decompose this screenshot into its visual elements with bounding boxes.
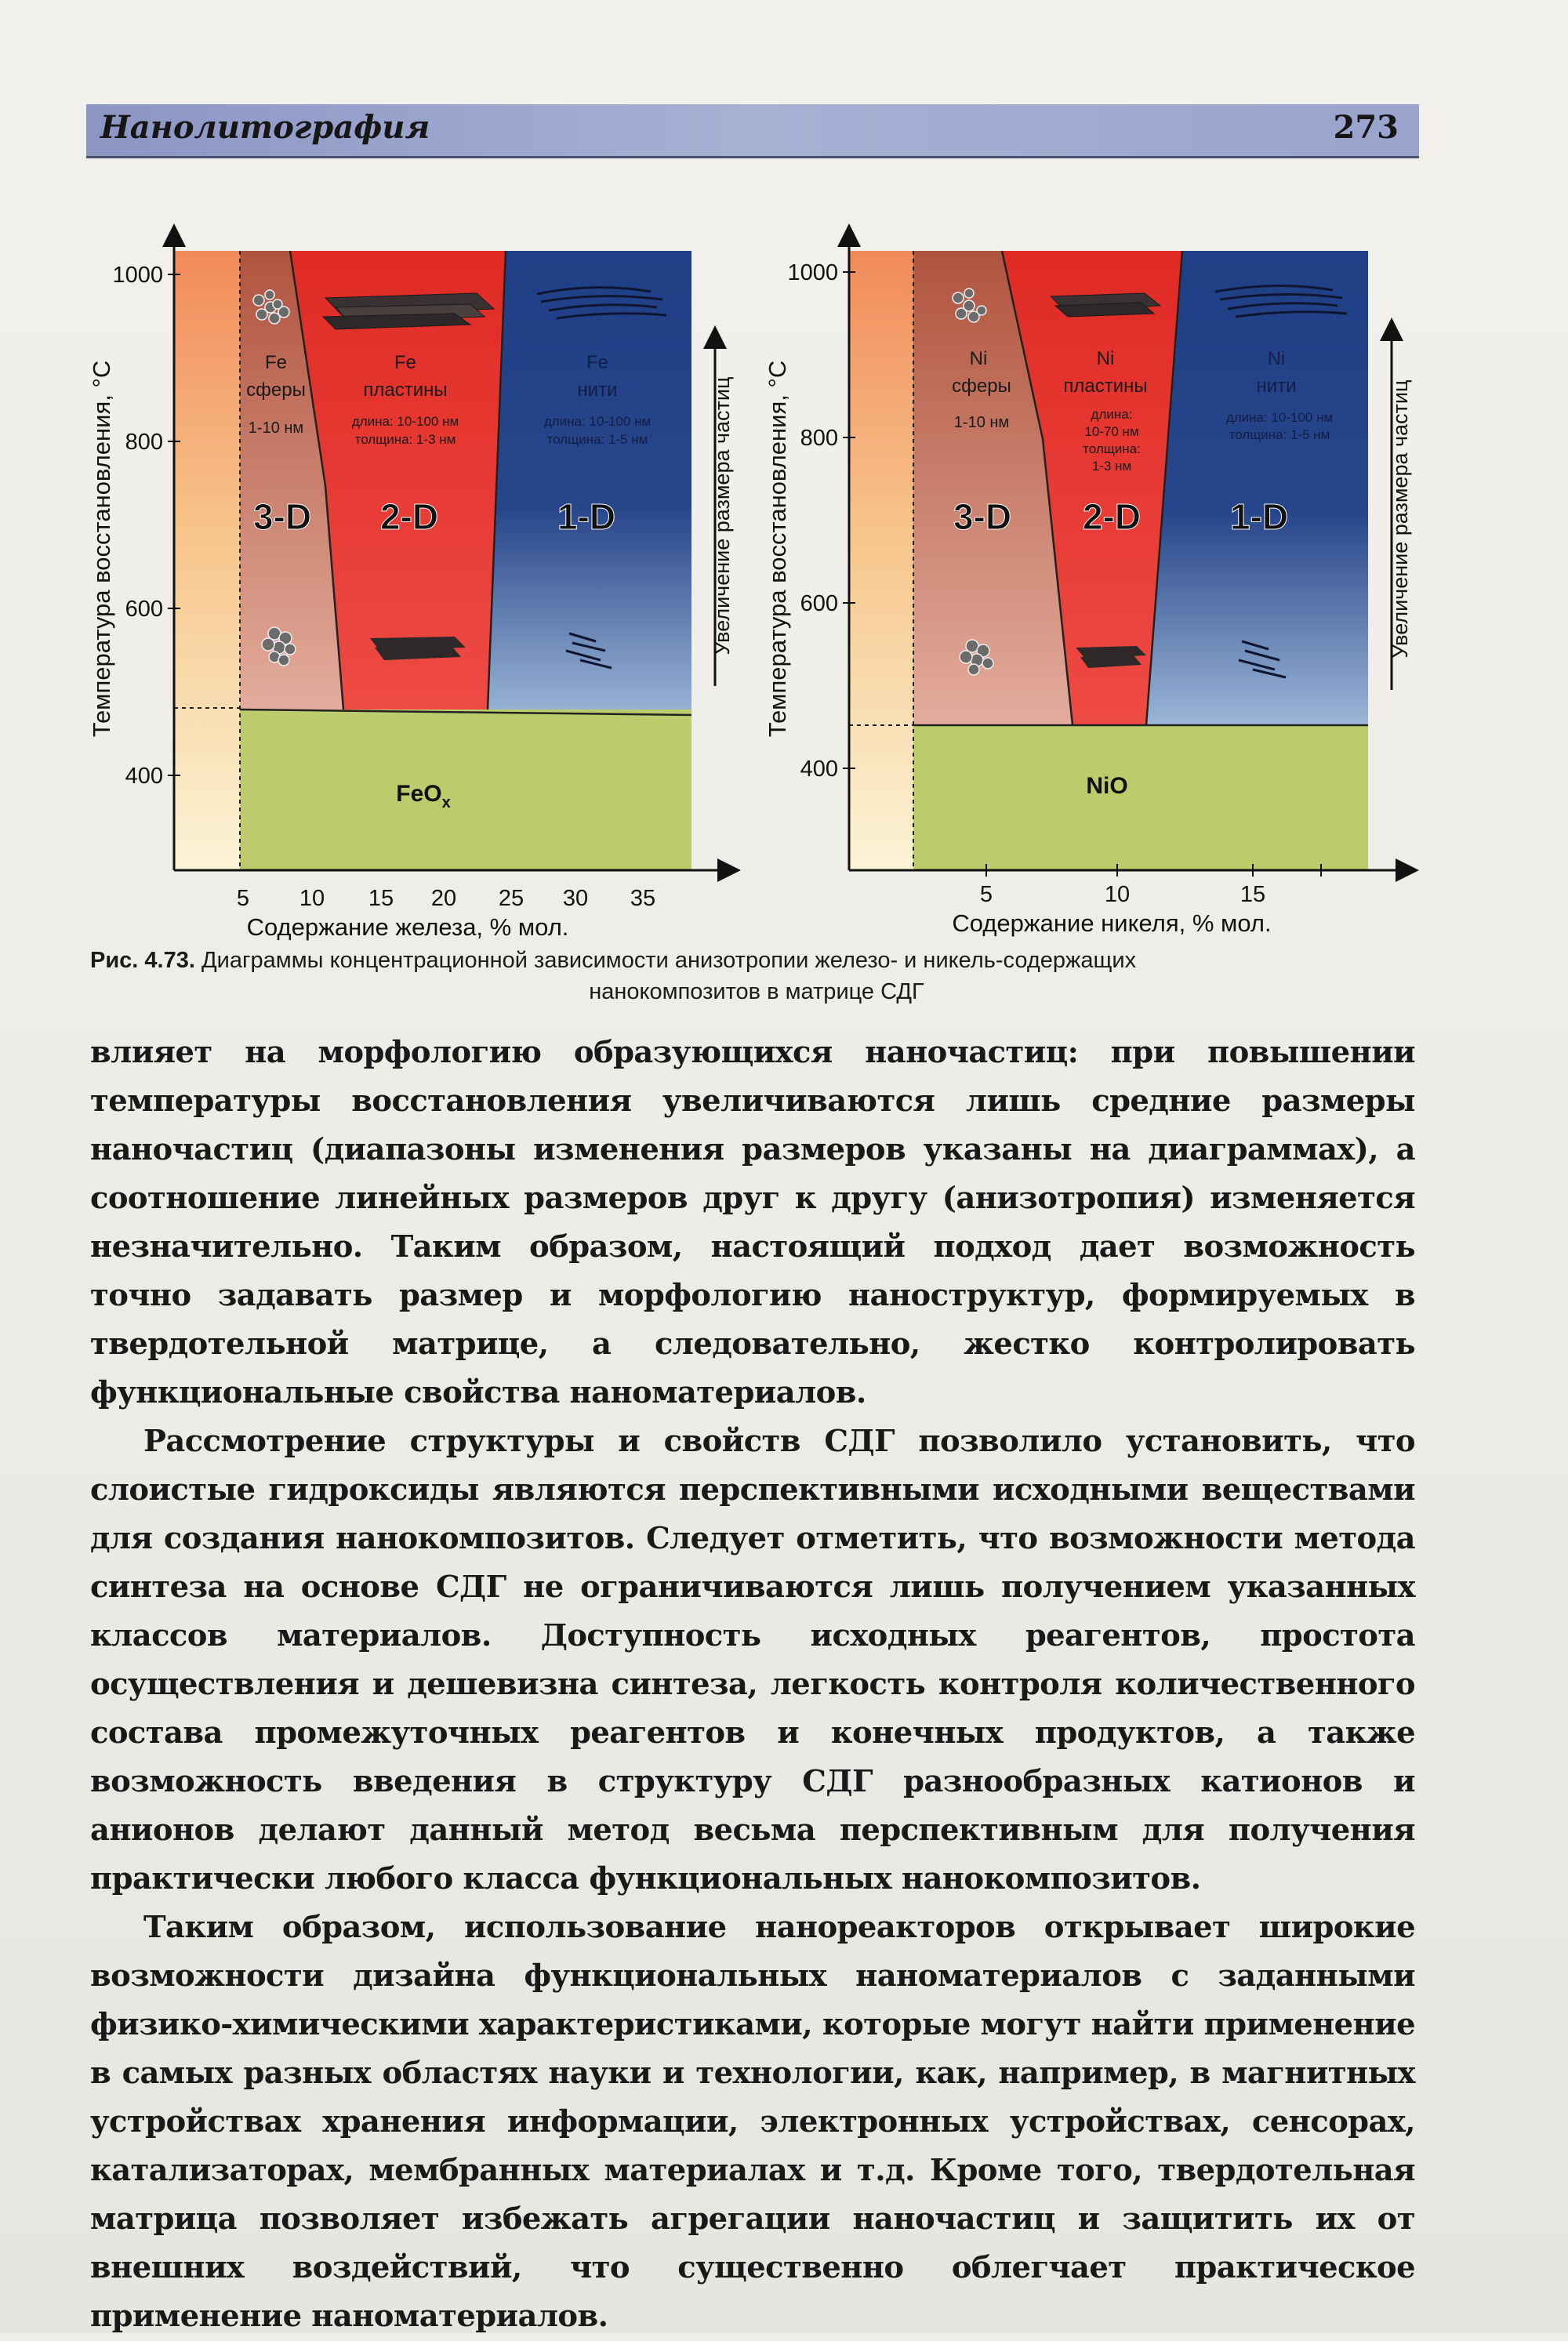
left-plate-stack-icon xyxy=(323,293,494,329)
left-wires-length: длина: 10-100 нм xyxy=(543,414,652,429)
left-plates-shape: пластины xyxy=(363,379,448,401)
left-xtick-10: 10 xyxy=(299,886,325,911)
right-wires-length: длина: 10-100 нм xyxy=(1225,410,1334,425)
right-diagram xyxy=(764,235,1407,937)
right-oxide-region xyxy=(913,725,1368,870)
figure-4-73 xyxy=(0,0,1568,1019)
right-wires-element: Ni xyxy=(1267,348,1286,369)
right-size-arrow xyxy=(1388,329,1412,690)
right-plates-shape: пластины xyxy=(1063,376,1148,397)
right-plate-stack-icon xyxy=(1051,293,1160,317)
left-wires-thickness: толщина: 1-5 нм xyxy=(546,432,648,447)
right-ytick-600: 600 xyxy=(800,591,838,616)
right-low-concentration-band xyxy=(849,251,913,870)
right-xtick-15: 15 xyxy=(1240,882,1266,907)
left-y-axis-label: Температура восстановления, °С xyxy=(88,360,115,738)
left-plates-length: длина: 10-100 нм xyxy=(351,414,459,429)
left-xtick-30: 30 xyxy=(562,886,589,911)
left-3d-label: 3-D xyxy=(252,496,312,537)
left-oxide-label: FeO$_x$ xyxy=(396,781,451,811)
left-wires-element: Fe xyxy=(586,352,609,373)
right-oxide-label: NiO xyxy=(1086,773,1128,799)
caption-text-2: нанокомпозитов в матрице СДГ xyxy=(589,979,924,1004)
left-wires-shape: нити xyxy=(577,379,618,401)
left-xtick-25: 25 xyxy=(498,886,524,911)
right-y-ticks xyxy=(787,260,855,782)
left-spheres-element: Fe xyxy=(264,352,288,373)
paragraph-1: влияет на морфологию образующихся наночастиц: при повышении температуры восстановления увеличиваются лишь средние размеры наночастиц (диапазоны изменения размеров указаны на диаграммах), а соотношение линейных размеров друг к другу (анизотропия) изменяется незначительно. Таким образом, настоящий подход дает возможность точно задавать размер и морфологию наноструктур, формируемых в твердотельной матрице, а следовательно, жестко контролировать функциональные свойства наноматериалов. xyxy=(90,1035,1415,1410)
right-xtick-10: 10 xyxy=(1104,882,1131,907)
right-plates-thickness-value: 1-3 нм xyxy=(1091,459,1132,474)
left-xtick-20: 20 xyxy=(430,886,457,911)
paragraph-2: Рассмотрение структуры и свойств СДГ позволило установить, что слоистые гидроксиды являются перспективными исходными веществами для создания нанокомпозитов. Следует отметить, что возможности метода синтеза на основе СДГ не ограничиваются лишь получением указанных классов материалов. Доступность исходных реагентов, простота осуществления и дешевизна синтеза, легкость контроля количественного состава промежуточных реагентов и конечных продуктов, а также возможность введения в структуру СДГ разнообразных катионов и анионов делают данный метод весьма перспективным для получения практически любого класса функциональных нанокомпозитов. xyxy=(90,1424,1415,1896)
left-low-concentration-band xyxy=(174,251,240,870)
caption-label: Рис. 4.73. xyxy=(90,948,195,973)
figure-caption xyxy=(90,945,1423,1007)
right-plates-element: Ni xyxy=(1096,348,1115,369)
right-plates-length-value: 10-70 нм xyxy=(1084,424,1139,439)
right-ytick-1000: 1000 xyxy=(787,260,838,285)
right-spheres-size: 1-10 нм xyxy=(953,414,1010,431)
right-xtick-5: 5 xyxy=(979,882,993,907)
right-plates-thickness-label: толщина: xyxy=(1083,441,1141,456)
right-plates-length-label: длина: xyxy=(1091,407,1133,422)
right-x-axis-label: Содержание никеля, % мол. xyxy=(952,909,1272,937)
left-size-arrow-label: Увеличение размера частиц xyxy=(710,376,734,655)
right-3d-label: 3-D xyxy=(953,496,1012,537)
right-2d-label: 2-D xyxy=(1082,496,1142,537)
left-size-arrow xyxy=(710,337,734,686)
left-x-axis-label: Содержание железа, % мол. xyxy=(246,913,569,941)
running-header-title: Нанолитография xyxy=(100,109,430,146)
right-y-axis-label: Температура восстановления, °С xyxy=(764,360,791,738)
left-plate-small-icon xyxy=(370,637,466,660)
left-ytick-1000: 1000 xyxy=(112,263,163,288)
left-plates-thickness: толщина: 1-3 нм xyxy=(354,432,456,447)
left-xtick-35: 35 xyxy=(630,886,656,911)
left-ytick-400: 400 xyxy=(125,764,163,789)
right-ytick-800: 800 xyxy=(800,426,838,451)
left-x-ticks xyxy=(237,886,655,911)
left-plates-element: Fe xyxy=(394,352,417,373)
right-1d-label: 1-D xyxy=(1229,496,1289,537)
right-wires-shape: нити xyxy=(1256,376,1297,397)
left-xtick-15: 15 xyxy=(368,886,394,911)
left-diagram xyxy=(88,235,729,941)
left-ytick-600: 600 xyxy=(125,597,163,622)
right-spheres-shape: сферы xyxy=(952,376,1011,397)
left-spheres-shape: сферы xyxy=(246,379,306,401)
left-1d-label: 1-D xyxy=(557,496,616,537)
paragraph-3: Таким образом, использование нанореакторов открывает широкие возможности дизайна функциональных наноматериалов с заданными физико-химическими характеристиками, которые могут найти применение в самых разных областях науки и технологии, как, например, в магнитных устройствах хранения информации, электронных устройствах, сенсорах, катализаторах, мембранных материалах и т.д. Кроме того, твердотельная матрица позволяет избежать агрегации наночастиц и защитить их от внешних воздействий, что существенно облегчает практическое применение наноматериалов. xyxy=(90,1910,1415,2334)
caption-text-1: Диаграммы концентрационной зависимости анизотропии железо- и никель-содержащих xyxy=(201,948,1137,973)
left-ytick-800: 800 xyxy=(125,430,163,455)
right-wires-thickness: толщина: 1-5 нм xyxy=(1229,427,1330,442)
left-2d-label: 2-D xyxy=(379,496,439,537)
left-oxide-region xyxy=(240,710,691,870)
page-number: 273 xyxy=(1333,109,1399,146)
left-y-ticks xyxy=(112,263,180,789)
left-xtick-5: 5 xyxy=(236,886,250,911)
body-text xyxy=(90,1029,1415,2341)
right-spheres-element: Ni xyxy=(969,348,988,369)
right-ytick-400: 400 xyxy=(800,757,838,782)
left-spheres-size: 1-10 нм xyxy=(248,419,304,437)
right-size-arrow-label: Увеличение размера частиц xyxy=(1388,379,1412,659)
